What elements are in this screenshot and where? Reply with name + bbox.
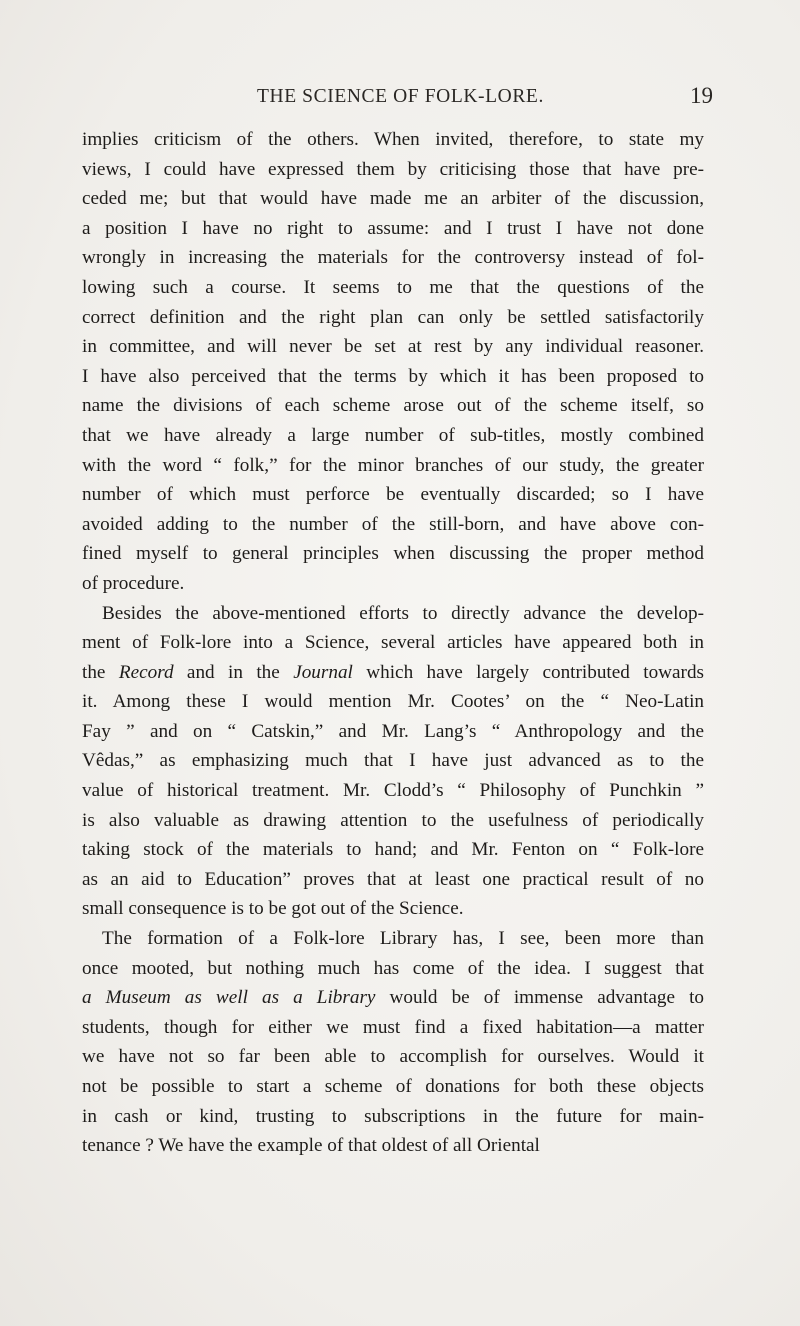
text-line: ceded me; but that would have made me an arbiter of the discussion, xyxy=(82,188,704,210)
page-number: 19 xyxy=(690,83,713,108)
text-segment: Vêdas,” as emphasizing much that I have just advanced as to the xyxy=(82,750,704,772)
text-line: number of which must perforce be eventually discarded; so I have xyxy=(82,484,704,506)
text-segment: ment of Folk-lore into a Science, several articles have appeared both in xyxy=(82,632,704,654)
text-line: correct definition and the right plan can only be settled satisfactorily xyxy=(82,306,704,328)
text-line xyxy=(82,924,704,954)
text-segment: small consequence is to be got out of the Science. xyxy=(82,898,464,920)
text-line xyxy=(82,628,704,658)
text-line: with the word “ folk,” for the minor branches of our study, the greater xyxy=(82,454,704,476)
paragraph xyxy=(82,599,704,925)
text-line xyxy=(82,806,704,836)
text-segment: in cash or kind, trusting to subscriptions in the future for main- xyxy=(82,1105,704,1127)
text-line: a position I have no right to assume: and I trust I have not done xyxy=(82,217,704,239)
text-line xyxy=(82,835,704,865)
text-segment: the xyxy=(82,661,119,683)
text-line xyxy=(82,954,704,984)
text-line: fined myself to general principles when discussing the proper method xyxy=(82,543,704,565)
text-segment: students, though for either we must find a fixed habitation—a matter xyxy=(82,1016,704,1038)
text-line: in committee, and will never be set at rest by any individual reasoner. xyxy=(82,336,704,358)
text-line xyxy=(82,599,704,629)
text-segment: The formation of a Folk-lore Library has, I see, been more than xyxy=(102,928,704,950)
text-line: avoided adding to the number of the still-born, and have above con- xyxy=(82,513,704,535)
text-line: lowing such a course. It seems to me that the questions of the xyxy=(82,276,704,298)
text-line: wrongly in increasing the materials for the controversy instead of fol- xyxy=(82,247,704,269)
text-segment: would be of immense advantage to xyxy=(375,987,704,1009)
text-segment: it. Among these I would mention Mr. Cootes’ on the “ Neo-Latin xyxy=(82,691,704,713)
body-text xyxy=(82,125,704,1161)
text-line: that we have already a large number of sub-titles, mostly combined xyxy=(82,424,704,446)
text-line xyxy=(82,717,704,747)
italic-text: Record xyxy=(118,661,174,683)
text-segment: is also valuable as drawing attention to the usefulness of periodically xyxy=(82,809,704,831)
text-line xyxy=(82,1042,704,1072)
paragraph xyxy=(82,125,704,599)
text-segment: not be possible to start a scheme of donations for both these objects xyxy=(82,1076,704,1097)
text-segment: tenance ? We have the example of that oldest of all Oriental xyxy=(82,1135,540,1157)
text-segment: as an aid to Education” proves that at least one practical result of no xyxy=(82,868,704,890)
text-line xyxy=(82,687,704,717)
text-segment: value of historical treatment. Mr. Clodd’s “ Philosophy of Punchkin ” xyxy=(82,780,704,802)
text-line: name the divisions of each scheme arose out of the scheme itself, so xyxy=(82,395,704,417)
text-segment: Besides the above-mentioned efforts to directly advance the develop- xyxy=(102,602,704,624)
paragraph xyxy=(82,924,704,1161)
text-line xyxy=(82,865,704,895)
text-line: views, I could have expressed them by criticising those that have pre- xyxy=(82,158,704,180)
text-line xyxy=(82,658,704,688)
text-line: I have also perceived that the terms by which it has been proposed to xyxy=(82,365,704,387)
text-segment: once mooted, but nothing much has come of the idea. I suggest that xyxy=(82,957,704,979)
text-line xyxy=(82,983,704,1013)
text-segment: and in the xyxy=(173,661,294,683)
text-segment: we have not so far been able to accomplish for ourselves. Would it xyxy=(82,1046,704,1068)
text-line: of procedure. xyxy=(82,572,185,594)
running-head-title: THE SCIENCE OF FOLK-LORE. xyxy=(257,86,544,107)
text-segment: Fay ” and on “ Catskin,” and Mr. Lang’s “ Anthropology and the xyxy=(82,720,704,742)
italic-text: a Museum as well as a Library xyxy=(82,987,376,1009)
text-line xyxy=(82,1102,704,1132)
text-line xyxy=(82,776,704,806)
text-line xyxy=(82,1131,704,1161)
text-line xyxy=(82,746,704,776)
text-line xyxy=(82,894,704,924)
page-header xyxy=(0,83,800,116)
italic-text: Journal xyxy=(293,661,353,683)
text-segment: taking stock of the materials to hand; and Mr. Fenton on “ Folk-lore xyxy=(82,839,704,861)
text-segment: which have largely contributed towards xyxy=(352,661,705,683)
text-line xyxy=(82,1072,704,1102)
text-line xyxy=(82,1013,704,1043)
text-line: implies criticism of the others. When invited, therefore, to state my xyxy=(82,129,704,150)
